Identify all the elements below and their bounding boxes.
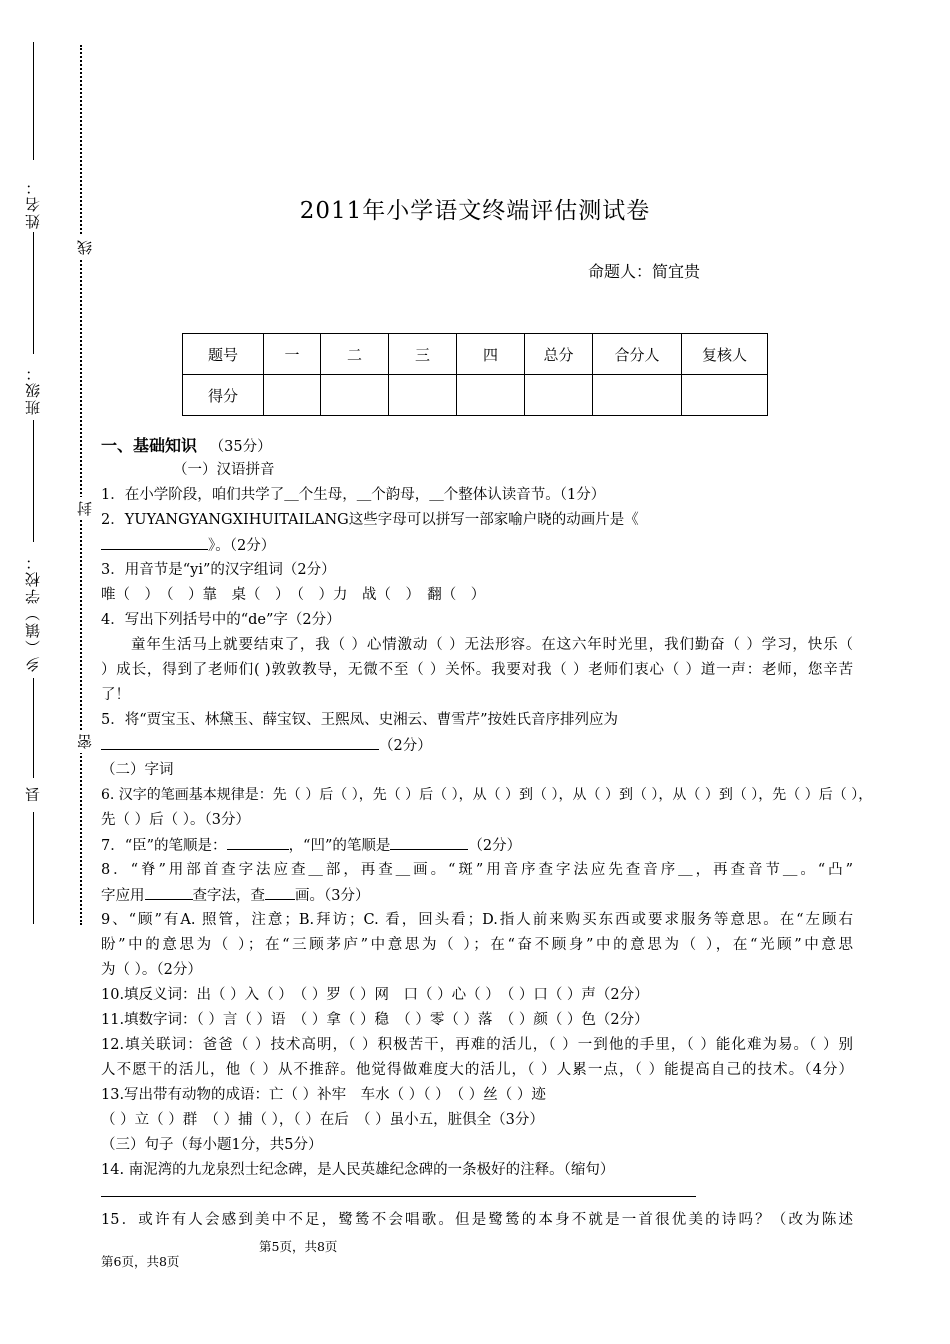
seal-char-feng: 封	[74, 497, 95, 520]
county-line-top	[33, 678, 34, 778]
question-14: 14. 南泥湾的九龙泉烈士纪念碑，是人民英雄纪念碑的一条极好的注释。（缩句）	[101, 1162, 615, 1178]
name-line	[33, 42, 34, 160]
question-7-part-2: ，“凹”的笔顺是	[288, 838, 391, 854]
name-label: 姓名：	[24, 178, 42, 229]
question-4-passage-1: 童年生活马上就要结束了，我（ ）心情激动（ ）无法形容。在这六年时光里，我们勤奋（ ）学习，快乐（	[131, 637, 853, 653]
answer-blank[interactable]	[145, 885, 193, 900]
question-6-cont: 先（ ）后（ ）。（3分）	[101, 812, 250, 828]
author-line: 命题人：简宜贵	[588, 262, 701, 281]
score-header-cell: 一	[264, 334, 321, 375]
seal-dotted-line	[80, 45, 82, 925]
question-8-part-2: 查字法，查	[192, 888, 265, 904]
score-value-row	[183, 375, 768, 416]
answer-blank[interactable]	[265, 885, 295, 900]
score-header-cell: 复核人	[682, 334, 768, 375]
score-header-cell: 三	[389, 334, 457, 375]
question-14-answer-line[interactable]	[101, 1196, 696, 1197]
question-15: 15．或许有人会感到美中不足，鹭鸶不会唱歌。但是鹭鸶的本身不就是一首很优美的诗吗？（改为陈述	[101, 1212, 853, 1228]
class-line	[33, 232, 34, 354]
question-10: 10.填反义词：出（ ）入（ ） （ ）罗（ ）网 口（ ）心（ ） （ ）口（ ）声（2分）	[101, 987, 649, 1003]
score-header-cell: 四	[457, 334, 525, 375]
question-4-passage-3: 了！	[101, 687, 130, 703]
score-input-cell[interactable]	[264, 375, 321, 416]
question-7	[101, 835, 853, 856]
score-input-cell[interactable]	[682, 375, 768, 416]
page-number-left: 第6页，共8页	[101, 1254, 180, 1269]
seal-char-mi: 密	[74, 730, 95, 753]
score-table	[182, 333, 768, 416]
county-label: 县	[24, 785, 42, 802]
answer-blank[interactable]	[227, 835, 289, 850]
question-8-part-1: 字应用	[101, 888, 145, 904]
question-9-end: 为（ ）。（2分）	[101, 962, 202, 978]
answer-blank[interactable]	[101, 535, 208, 550]
school-label: 乡（镇）学校：	[24, 553, 42, 672]
answer-blank[interactable]	[101, 735, 379, 750]
score-header-row	[183, 334, 768, 375]
question-5-answer	[101, 735, 853, 756]
county-line-bottom	[33, 812, 34, 924]
question-13-cont: （ ）立（ ）群 （ ）捕（ ），（ ）在后 （ ）虽小五，脏俱全（3分）	[101, 1112, 544, 1128]
score-header-cell: 二	[321, 334, 389, 375]
question-3-items: 唯（ ） （ ）靠 桌（ ） （ ）力 战（ ） 翻（ ）	[101, 587, 486, 603]
score-input-cell[interactable]	[525, 375, 593, 416]
score-header-cell: 题号	[183, 334, 264, 375]
page-number-center: 第5页，共8页	[259, 1239, 338, 1254]
section-heading	[101, 436, 853, 457]
question-2-answer	[101, 535, 853, 556]
question-13: 13.写出带有动物的成语：亡（ ）补牢 车水（ ）（ ） （ ）丝（ ）迹	[101, 1087, 546, 1103]
question-2: 2．YUYANGYANGXIHUITAILANG这些字母可以拼写一部家喻户晓的动画片是《	[101, 512, 639, 528]
score-input-cell[interactable]	[593, 375, 682, 416]
question-9: 9、“顾”有A. 照管，注意；B.拜访；C. 看，回头看；D.指人前来购买东西或要求服务等意思。在“左顾右	[101, 912, 853, 928]
subsection-pinyin: （一）汉语拼音	[173, 462, 275, 478]
score-input-cell[interactable]	[389, 375, 457, 416]
question-4: 4．写出下列括号中的“de”字（2分）	[101, 612, 341, 628]
section-points: （35分）	[209, 439, 272, 455]
question-3: 3．用音节是“yi”的汉字组词（2分）	[101, 562, 336, 578]
question-7-part-1: 7．“臣”的笔顺是：	[101, 838, 227, 854]
question-5: 5．将“贾宝玉、林黛玉、薛宝钗、王熙凤、史湘云、曹雪芹”按姓氏音序排列应为	[101, 712, 619, 728]
subsection-sentences: （三）句子（每小题1分，共5分）	[101, 1137, 323, 1153]
question-8-cont	[101, 885, 853, 906]
school-line	[33, 420, 34, 542]
question-2-tail: 》。（2分）	[208, 538, 276, 554]
score-header-cell: 合分人	[593, 334, 682, 375]
score-input-cell[interactable]	[457, 375, 525, 416]
question-12-cont: 人不愿干的活儿，他（ ）从不推辞。他觉得做难度大的活儿，（ ）人累一点，（ ）能提高自己的技术。（4分）	[101, 1062, 853, 1078]
question-8-part-3: 画。（3分）	[295, 888, 370, 904]
section-title: 一、基础知识	[101, 436, 198, 455]
question-6: 6. 汉字的笔画基本规律是：先（ ）后（ ），先（ ）后（ ），从（ ）到（ ），从（ ）到（ ），从（ ）到（ ），先（ ）后（ ），	[101, 787, 873, 803]
score-header-cell: 总分	[525, 334, 593, 375]
question-8: 8．“脊”用部首查字法应查＿部，再查＿画。“斑”用音序查字法应先查音序＿，再查音节＿。“凸”	[101, 862, 853, 878]
question-9-cont: 盼”中的意思为（ ）；在“三顾茅庐”中意思为（ ）；在“奋不顾身”中的意思为（ ），在“光顾”中意思	[101, 937, 853, 953]
question-5-tail: （2分）	[379, 738, 432, 754]
question-11: 11.填数字词：（ ）言（ ）语 （ ）拿（ ）稳 （ ）零（ ）落 （ ）颜（ ）色（2分）	[101, 1012, 649, 1028]
question-7-points: （2分）	[468, 838, 522, 854]
question-4-passage-2: ）成长，得到了老师们( )敦敦教导，无微不至（ ）关怀。我要对我（ ）老师们衷心（ ）道一声：老师，您辛苦	[101, 662, 853, 678]
question-1: 1．在小学阶段，咱们共学了＿个生母，＿个韵母，＿个整体认读音节。（1分）	[101, 487, 606, 503]
answer-blank[interactable]	[390, 835, 468, 850]
question-12: 12.填关联词：爸爸（ ）技术高明，（ ）积极苦干，再难的活儿，（ ）一到他的手里，（ ）能化难为易。（ ）别	[101, 1037, 853, 1053]
page-title: 2011年小学语文终端评估测试卷	[299, 198, 651, 224]
seal-char-line: 线	[74, 236, 95, 259]
score-input-cell[interactable]	[321, 375, 389, 416]
score-row-label: 得分	[183, 375, 264, 416]
class-label: 班级：	[24, 364, 42, 415]
subsection-words: （二）字词	[101, 762, 174, 778]
